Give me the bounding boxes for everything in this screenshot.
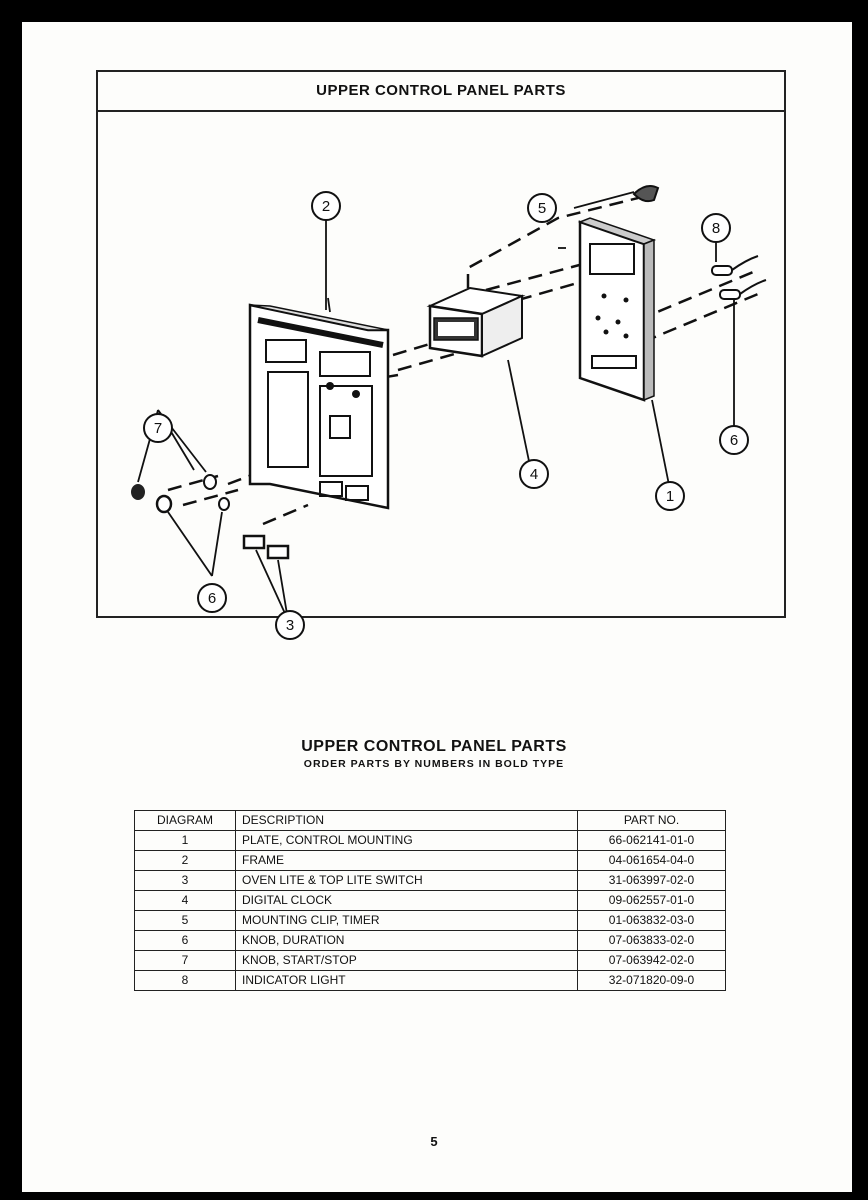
exploded-parts-diagram xyxy=(98,110,784,634)
description-cell: DIGITAL CLOCK xyxy=(236,891,578,911)
parts-list-subheading: ORDER PARTS BY NUMBERS IN BOLD TYPE xyxy=(303,758,565,770)
diagram-cell: 1 xyxy=(135,831,236,851)
table-row xyxy=(135,931,726,951)
part-number-cell: 07-063942-02-0 xyxy=(578,951,726,971)
callout-5 xyxy=(528,194,556,222)
description-cell: PLATE, CONTROL MOUNTING xyxy=(236,831,578,851)
column-header-part-no: PART NO. xyxy=(578,811,726,831)
parts-list-heading: UPPER CONTROL PANEL PARTS xyxy=(301,738,567,755)
frame-part xyxy=(250,305,388,508)
part-number-cell: 01-063832-03-0 xyxy=(578,911,726,931)
callout-label: 7 xyxy=(153,420,163,437)
exploded-diagram-panel xyxy=(96,70,786,634)
control-mounting-plate-part xyxy=(580,218,654,400)
diagram-cell: 3 xyxy=(135,871,236,891)
diagram-cell: 6 xyxy=(135,931,236,951)
callout-label: 6 xyxy=(207,590,217,607)
page-number: 5 xyxy=(430,1134,438,1149)
callout-3 xyxy=(276,611,304,639)
column-header-diagram: DIAGRAM xyxy=(135,811,236,831)
part-number-cell: 66-062141-01-0 xyxy=(578,831,726,851)
parts-table xyxy=(134,810,726,991)
callout-6-right xyxy=(720,426,748,454)
callout-label: 6 xyxy=(729,432,739,449)
part-number-cell: 32-071820-09-0 xyxy=(578,971,726,991)
description-cell: OVEN LITE & TOP LITE SWITCH xyxy=(236,871,578,891)
description-cell: MOUNTING CLIP, TIMER xyxy=(236,911,578,931)
callout-label: 3 xyxy=(285,617,295,634)
callout-label: 4 xyxy=(529,466,539,483)
callout-8 xyxy=(702,214,730,242)
table-row xyxy=(135,951,726,971)
table-row xyxy=(135,971,726,991)
table-row xyxy=(135,851,726,871)
callout-label: 1 xyxy=(665,488,675,505)
description-cell: FRAME xyxy=(236,851,578,871)
table-row xyxy=(135,891,726,911)
table-row xyxy=(135,911,726,931)
indicator-light-parts xyxy=(712,256,766,299)
callout-label: 8 xyxy=(711,220,721,237)
switch-parts xyxy=(244,536,288,558)
part-number-cell: 09-062557-01-0 xyxy=(578,891,726,911)
callout-1 xyxy=(656,482,684,510)
description-cell: KNOB, START/STOP xyxy=(236,951,578,971)
table-header-row xyxy=(135,811,726,831)
description-cell: INDICATOR LIGHT xyxy=(236,971,578,991)
part-number-cell: 04-061654-04-0 xyxy=(578,851,726,871)
callout-label: 2 xyxy=(321,198,331,215)
table-row xyxy=(135,831,726,851)
figure-title: UPPER CONTROL PANEL PARTS xyxy=(98,72,784,112)
description-cell: KNOB, DURATION xyxy=(236,931,578,951)
callout-6-left xyxy=(198,584,226,612)
callout-label: 5 xyxy=(537,200,547,217)
knob-parts xyxy=(131,475,229,512)
part-number-cell: 31-063997-02-0 xyxy=(578,871,726,891)
diagram-cell: 7 xyxy=(135,951,236,971)
callout-2 xyxy=(312,192,340,220)
callout-7 xyxy=(144,414,172,442)
column-header-description: DESCRIPTION xyxy=(236,811,578,831)
callout-4 xyxy=(520,460,548,488)
part-number-cell: 07-063833-02-0 xyxy=(578,931,726,951)
diagram-cell: 2 xyxy=(135,851,236,871)
diagram-cell: 8 xyxy=(135,971,236,991)
diagram-cell: 5 xyxy=(135,911,236,931)
diagram-cell: 4 xyxy=(135,891,236,911)
table-row xyxy=(135,871,726,891)
digital-clock-part xyxy=(430,288,522,356)
